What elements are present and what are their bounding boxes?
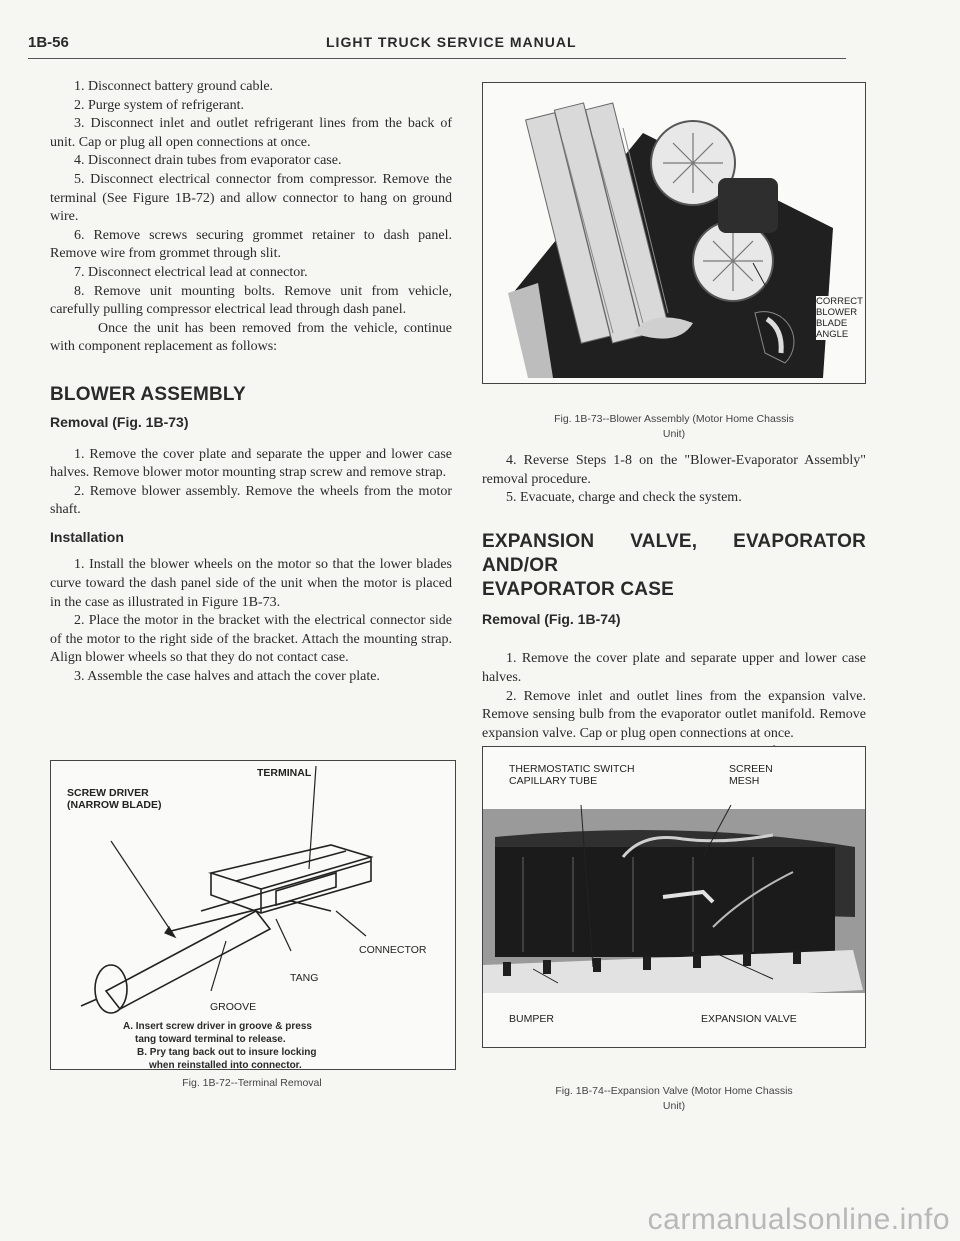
expansion-valve-photo — [483, 747, 865, 1047]
step: 2. Remove blower assembly. Remove the wheels from the motor shaft. — [50, 483, 452, 518]
note-a: A. Insert screw driver in groove & press tang toward terminal to release. — [123, 1021, 312, 1045]
step: 2. Purge system of refrigerant. — [74, 97, 245, 113]
subheading: Removal (Fig. 1B-73) — [50, 413, 189, 430]
header-rule — [28, 58, 846, 59]
step: 1. Install the blower wheels on the motor so that the lower blades curve toward the dash panel side of the unit when the motor is placed in the case as illustrated in Figure 1B-73. — [50, 557, 452, 610]
blower-assembly-photo — [483, 83, 865, 383]
section-heading: BLOWER ASSEMBLY — [50, 383, 246, 405]
left-column — [50, 78, 452, 687]
expansion-valve-label: EXPANSION VALVE — [701, 1013, 797, 1025]
step: 4. Reverse Steps 1-8 on the "Blower-Evaporator Assembly" removal procedure. — [482, 453, 866, 487]
figure-73-caption: Fig. 1B-73--Blower Assembly (Motor Home Chassis Unit) — [554, 413, 794, 440]
tang-label: TANG — [290, 972, 319, 984]
step: Once the unit has been removed from the vehicle, continue with component replacement as follows: — [50, 320, 452, 355]
step: 7. Disconnect electrical lead at connector. — [74, 264, 308, 280]
step: 3. Assemble the case halves and attach the cover plate. — [74, 669, 380, 685]
figure-74-box — [482, 746, 866, 1048]
running-head: LIGHT TRUCK SERVICE MANUAL — [326, 34, 577, 50]
step: 6. Remove screws securing grommet retainer to dash panel. Remove wire from grommet through slit. — [50, 227, 452, 262]
figure-72-box — [50, 760, 456, 1070]
note-b: B. Pry tang back out to insure locking when reinstalled into connector. — [137, 1047, 317, 1071]
screwdriver-label: SCREW DRIVER (NARROW BLADE) — [67, 787, 162, 811]
figure-72-caption: Fig. 1B-72--Terminal Removal — [182, 1077, 322, 1089]
step: 5. Evacuate, charge and check the system. — [506, 490, 742, 506]
step: 1. Remove the cover plate and separate the upper and lower case halves. Remove blower motor mounting strap screw and remove strap. — [50, 446, 452, 481]
connector-label: CONNECTOR — [359, 944, 427, 956]
section-heading: EXPANSION VALVE, EVAPORATOR AND/OR EVAPORATOR CASE — [482, 530, 866, 600]
step: 5. Disconnect electrical connector from compressor. Remove the terminal (See Figure 1B-72) and allow connector to hang on ground wire. — [50, 171, 452, 225]
figure-74-caption: Fig. 1B-74--Expansion Valve (Motor Home Chassis Unit) — [555, 1085, 793, 1112]
thermostatic-switch-label: THERMOSTATIC SWITCH CAPILLARY TUBE — [509, 763, 635, 787]
step: 8. Remove unit mounting bolts. Remove unit from vehicle, carefully pulling compressor electrical lead through dash panel. — [50, 283, 452, 318]
terminal-label: TERMINAL — [257, 767, 312, 779]
watermark: carmanualsonline.info — [647, 1203, 950, 1236]
subheading: Installation — [50, 528, 124, 545]
page-number: 1B-56 — [28, 34, 69, 51]
step: 1. Disconnect battery ground cable. — [74, 79, 274, 94]
correct-blower-blade-angle-label: CORRECT BLOWER BLADE ANGLE — [816, 296, 863, 340]
screen-mesh-label: SCREEN MESH — [729, 763, 773, 787]
figure-73-box — [482, 82, 866, 384]
subheading: Removal (Fig. 1B-74) — [482, 610, 621, 627]
bumper-label: BUMPER — [509, 1013, 554, 1025]
step: 2. Place the motor in the bracket with the electrical connector side of the motor to the right side of the bracket. Attach the mounting strap. Align blower wheels so that they do not contact case. — [50, 613, 452, 666]
step: 3. Disconnect inlet and outlet refrigerant lines from the back of unit. Cap or plug all open connections at once. — [50, 116, 452, 150]
step: 2. Remove inlet and outlet lines from the expansion valve. Remove sensing bulb from the evaporator outlet manifold. Remove expansion valve. Cap or plug open connections at once. — [482, 688, 866, 741]
step: 4. Disconnect drain tubes from evaporator case. — [74, 153, 342, 169]
right-column — [482, 452, 866, 762]
groove-label: GROOVE — [210, 1001, 257, 1013]
step: 1. Remove the cover plate and separate upper and lower case halves. — [482, 651, 866, 685]
